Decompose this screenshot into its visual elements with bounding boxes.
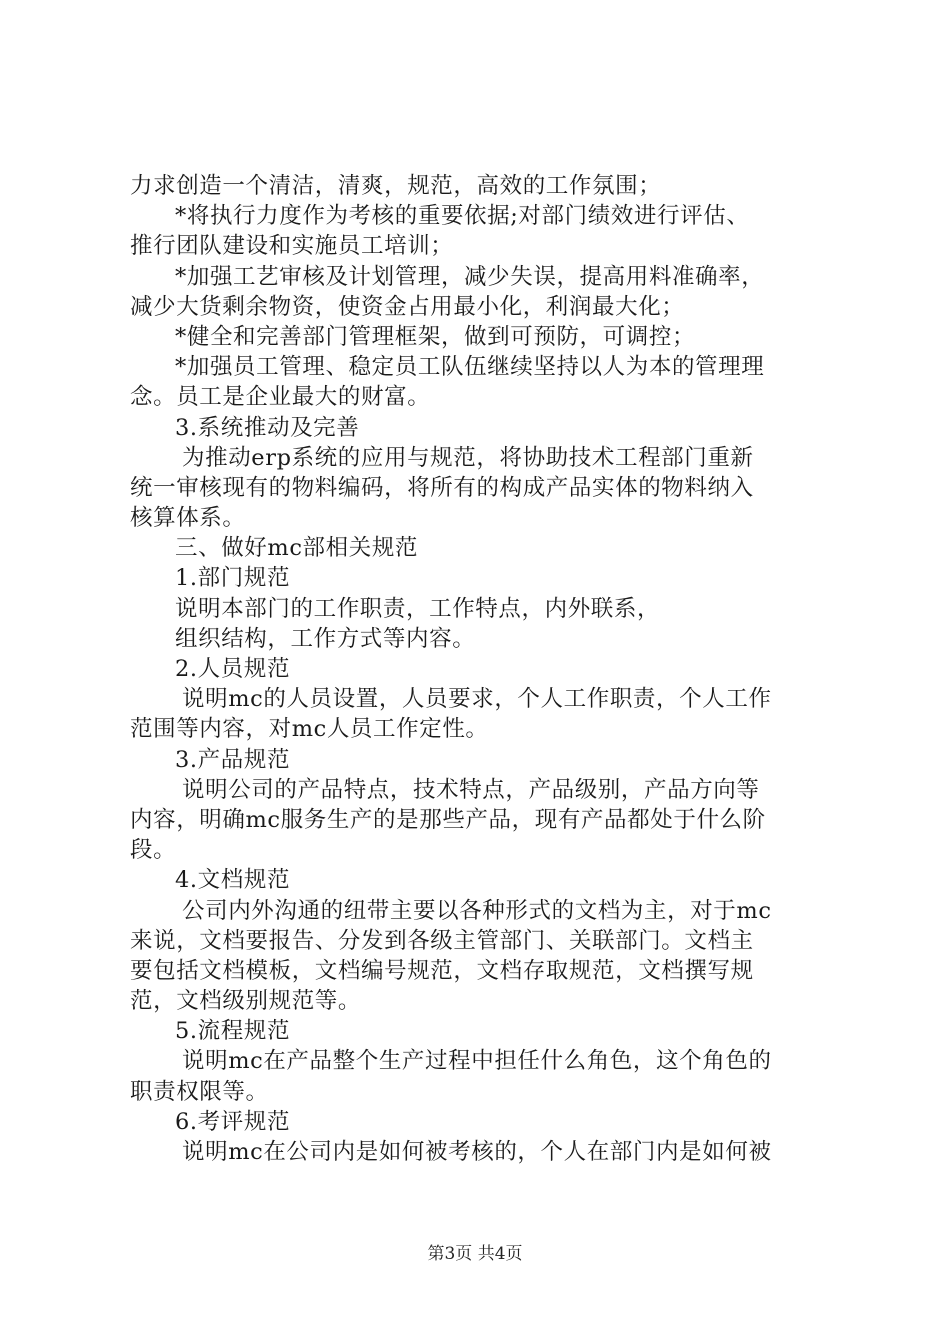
section-heading: 3.产品规范 [175,746,291,773]
text-line: *加强工艺审核及计划管理，减少失误，提高用料准确率， [175,263,765,290]
section-heading: 5.流程规范 [175,1018,291,1045]
text-line: 说明mc在公司内是如何被考核的，个人在部门内是如何被 [182,1139,772,1165]
text-line: 统一审核现有的物料编码，将所有的构成产品实体的物料纳入 [130,474,754,501]
text-line: 范围等内容，对mc人员工作定性。 [130,716,489,743]
text-line: 职责权限等。 [130,1078,269,1105]
text-line: *加强员工管理、稳定员工队伍继续坚持以人为本的管理理 [175,354,765,381]
text-line: 说明公司的产品特点，技术特点，产品级别，产品方向等 [182,776,760,803]
section-heading: 4.文档规范 [175,867,291,894]
text-line: 说明mc在产品整个生产过程中担任什么角色，这个角色的 [182,1048,772,1075]
document-body [130,171,836,1167]
text-line: 组织结构，工作方式等内容。 [175,625,476,652]
text-line: 推行团队建设和实施员工培训； [130,233,454,260]
text-line: 念。员工是企业最大的财富。 [130,384,431,411]
page-number-footer: 第3页 共4页 [427,1244,523,1264]
text-line: 范，文档级别规范等。 [130,988,362,1015]
text-line: *健全和完善部门管理框架，做到可预防，可调控； [175,323,696,350]
section-heading: 三、做好mc部相关规范 [175,535,419,562]
text-line: 力求创造一个清洁，清爽，规范，高效的工作氛围； [130,173,662,199]
text-line: 段。 [130,837,177,864]
text-line: 说明本部门的工作职责，工作特点，内外联系， [175,595,661,622]
text-line: 公司内外沟通的纽带主要以各种形式的文档为主，对于mc [182,897,772,924]
text-line: 内容，明确mc服务生产的是那些产品，现有产品都处于什么阶 [130,806,766,833]
text-line: 为推动erp系统的应用与规范，将协助技术工程部门重新 [182,444,754,471]
text-line: 减少大货剩余物资，使资金占用最小化，利润最大化； [130,293,685,320]
section-heading: 3.系统推动及完善 [175,414,360,441]
section-heading: 6.考评规范 [175,1108,291,1135]
section-heading: 1.部门规范 [175,565,291,592]
section-heading: 2.人员规范 [175,656,291,682]
text-line: 核算体系。 [130,505,246,532]
text-line: 来说，文档要报告、分发到各级主管部门、关联部门。文档主 [130,927,754,954]
text-line: 说明mc的人员设置，人员要求，个人工作职责，个人工作 [182,686,772,713]
text-line: *将执行力度作为考核的重要依据;对部门绩效进行评估、 [175,203,750,230]
text-line: 要包括文档模板，文档编号规范，文档存取规范，文档撰写规 [130,957,754,984]
